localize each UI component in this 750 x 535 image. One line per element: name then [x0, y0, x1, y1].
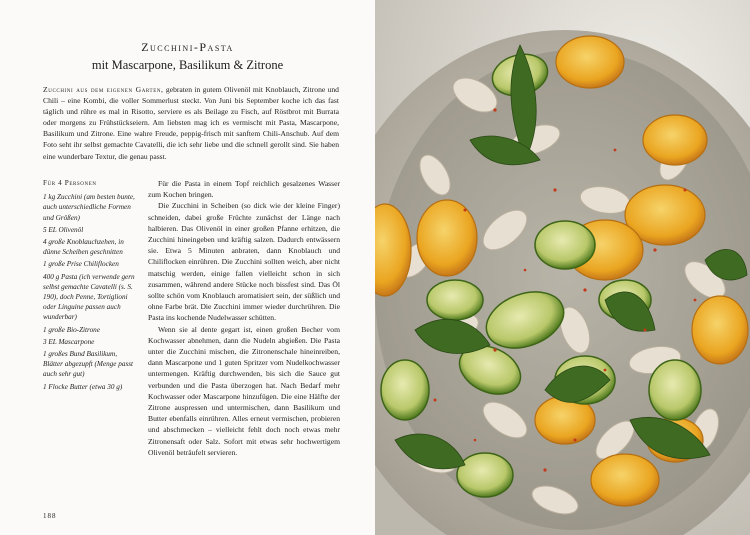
- pasta-photo-illustration: [375, 0, 750, 535]
- ingredient-item: 400 g Pasta (ich verwende gern selbst gemachte Cavatelli (s. S. 190), doch Penne, Tortiglioni oder Linguine passen auch wunderbar): [43, 272, 135, 322]
- ingredient-item: 1 Flocke Butter (etwa 30 g): [43, 382, 123, 391]
- intro-paragraph: [43, 84, 339, 162]
- ingredient-item: 1 großes Bund Basilikum, Blätter abgezupft (Menge passt auch sehr gut): [43, 350, 134, 379]
- recipe-title: Zucchini-Pasta: [141, 40, 234, 54]
- method-text: [148, 178, 340, 458]
- recipe-subtitle: mit Mascarpone, Basilikum & Zitrone: [91, 58, 284, 72]
- page-number: 188: [43, 512, 57, 520]
- ingredient-item: 1 kg Zucchini (am besten bunte, auch unterschiedliche Formen und Größen): [43, 193, 135, 222]
- ingredient-item: 4 große Knoblauchzehen, in dünne Scheiben geschnitten: [43, 238, 124, 257]
- ingredients-heading: Für 4 Personen: [43, 179, 97, 187]
- ingredient-item: 5 EL Olivenöl: [43, 225, 84, 234]
- method-step: Wenn sie al dente gegart ist, einen großen Becher vom Kochwasser abnehmen, dann die Nudeln abgießen. Die Pasta unter die Zucchini mischen, die Zitronenschale hineinreiben, dann Mascarpone und 1 guten Spritzer vom Nudelkochwasser untermengen. Kräftig durchwenden, bis sich die Sauce gut verbunden und die Pasta überzogen hat. Nach Bedarf mehr Kochwasser oder Mascarpone hinzufügen. Die eine Hälfte der Zitrone auspressen und untermischen, dann Basilikum und Butter ebenfalls einrühren. Alles erneut vermischen, probieren und abschmecken – vielleicht fehlt doch noch etwas mehr Zitronensaft oder Salz. Sofort mit etwas sehr hochwertigem Olivenöl beträufelt servieren.: [148, 324, 340, 457]
- ingredient-item: 1 große Prise Chiliflocken: [43, 260, 119, 269]
- ingredient-item: 1 große Bio-Zitrone: [43, 325, 100, 334]
- method-step: Die Zucchini in Scheiben (so dick wie der kleine Finger) schneiden, dabei große Früchte zunächst der Länge nach halbieren. Das Olivenöl in einer großen Pfanne erhitzen, die Zucchini hineingeben und kräftig salzen. Dadurch entwässern sie. Etwa 5 Minuten anbraten, dann Knoblauch und Chiliflocken einrühren. Die Zucchini sollten weich, aber nicht matschig werden, einige fallen vielleicht schon in sich zusammen, während andere Stücke noch bissfest sind. Das Öl sollte schön vom Knoblauch aromatisiert sein, der süßlich und ohne Farbe brät. Die Zucchini immer wieder durchrühren. Die Pasta ins kochende Nudelwasser schütten.: [148, 201, 340, 323]
- intro-lead: Zucchini aus dem eigenen Garten,: [43, 85, 164, 94]
- intro-text: gebraten in gutem Olivenöl mit Knoblauch, Zitrone und Chili – eine Kombi, die voller Sommerlust steckt. Von Juni bis September koche ich das fast täglich und rühre es mal in Risotto, serviere es als Beilage zu Fisch, auf Röstbrot mit Burrata oder morgens zu Frühstückseiern. Am liebsten mag ich es vermischt mit Pasta, Mascarpone, Basilikum und Zitrone. Eine wahre Freude, peppig-frisch mit sanftem Chili-Anschub. Auf dem Foto seht ihr selbst gemachte Cavatelli, die ich sehr liebe und die schnell gerollt sind. Sie haben eine wunderbare Textur, die genau passt.: [43, 85, 339, 161]
- food-photo: [375, 0, 750, 535]
- method-step: Für die Pasta in einem Topf reichlich gesalzenes Wasser zum Kochen bringen.: [148, 179, 340, 200]
- ingredient-item: 3 EL Mascarpone: [43, 337, 95, 346]
- ingredients-list: [43, 178, 135, 394]
